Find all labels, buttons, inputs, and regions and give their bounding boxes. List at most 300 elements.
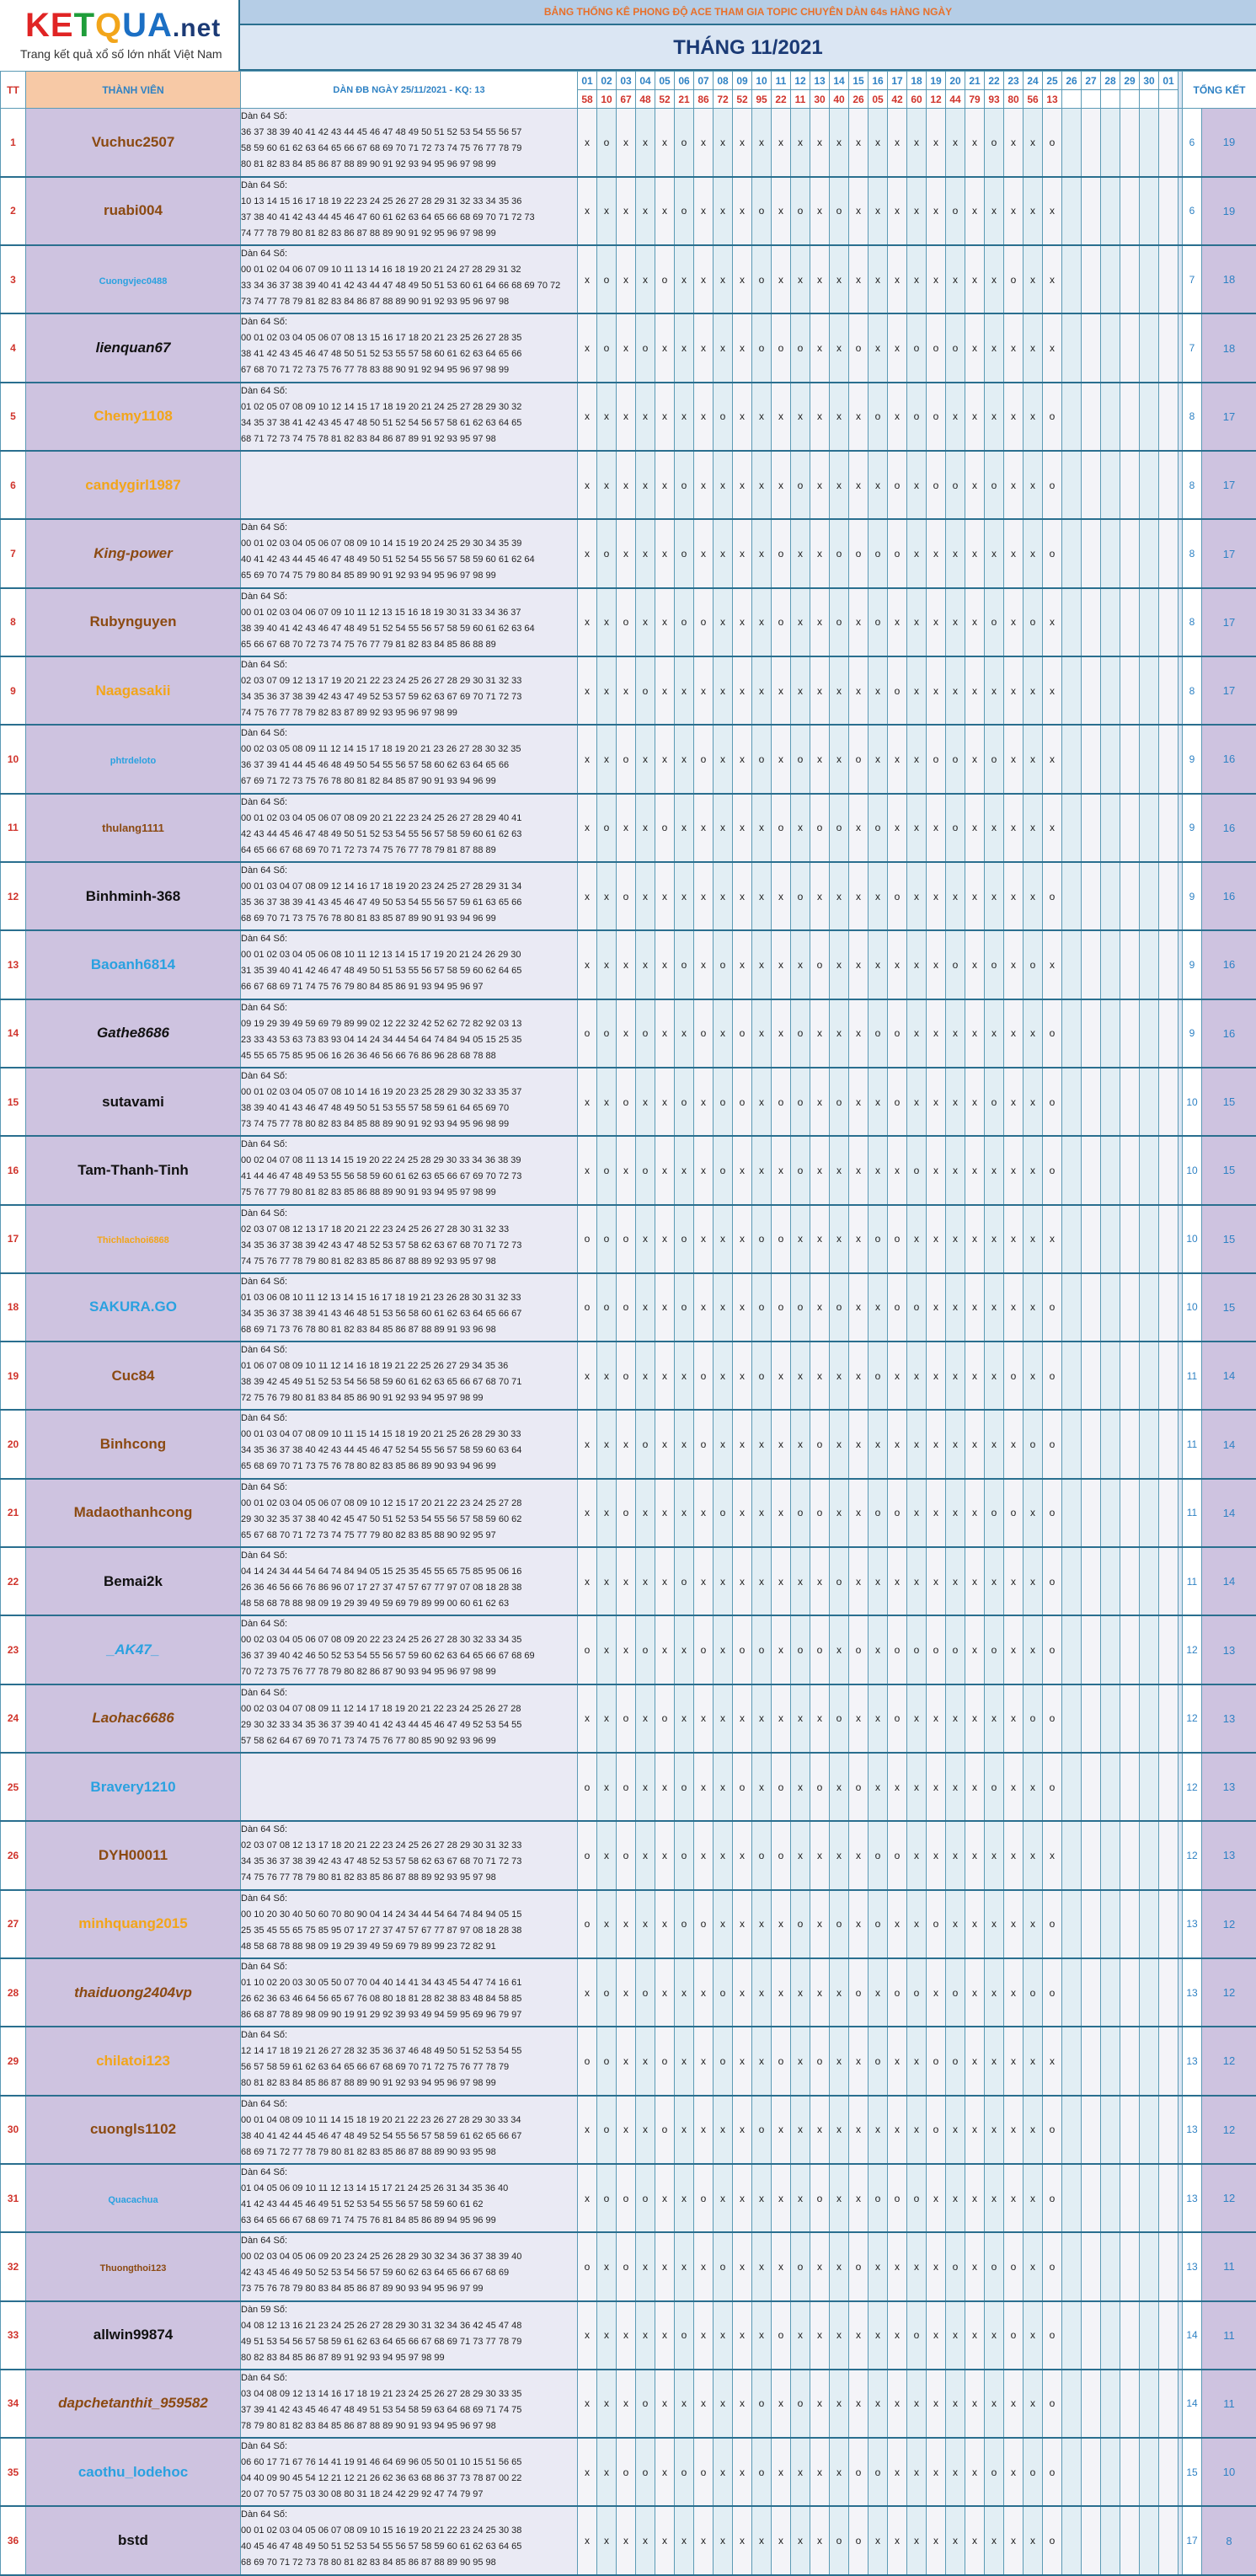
day-mark: x bbox=[655, 2370, 675, 2438]
member-name[interactable]: cuongls1102 bbox=[89, 2121, 177, 2138]
day-mark: x bbox=[849, 1410, 869, 1478]
day-mark bbox=[1082, 1547, 1101, 1615]
member-name[interactable]: Rubynguyen bbox=[89, 613, 177, 630]
day-mark bbox=[1120, 1410, 1140, 1478]
day-mark: x bbox=[907, 245, 927, 313]
day-mark: x bbox=[578, 245, 597, 313]
result-number: 05 bbox=[869, 90, 888, 109]
miss-count: 6 bbox=[1183, 177, 1202, 245]
day-mark: x bbox=[578, 177, 597, 245]
day-mark: x bbox=[617, 656, 636, 725]
day-mark: x bbox=[636, 2027, 655, 2095]
day-mark: o bbox=[694, 1342, 714, 1410]
member-name[interactable]: Tam-Thanh-Tinh bbox=[77, 1161, 189, 1178]
row-number: 33 bbox=[1, 2301, 26, 2370]
day-mark: x bbox=[1004, 1958, 1024, 2027]
day-mark: x bbox=[907, 656, 927, 725]
day-mark: x bbox=[772, 2096, 791, 2164]
dan-numbers-cell bbox=[241, 2438, 578, 2506]
member-name[interactable]: DYH00011 bbox=[98, 1846, 168, 1863]
day-mark: x bbox=[733, 2506, 752, 2575]
member-name[interactable]: sutavami bbox=[102, 1093, 164, 1110]
day-mark: x bbox=[965, 725, 985, 793]
row-number: 22 bbox=[1, 1547, 26, 1615]
day-mark: x bbox=[985, 1342, 1004, 1410]
day-mark bbox=[1159, 1958, 1179, 2027]
day-mark: x bbox=[578, 109, 597, 177]
member-name[interactable]: Gathe8686 bbox=[97, 1025, 169, 1042]
day-mark bbox=[1140, 656, 1159, 725]
day-mark: x bbox=[927, 2438, 946, 2506]
row-number: 11 bbox=[1, 794, 26, 862]
day-mark: o bbox=[597, 313, 617, 382]
day-mark: x bbox=[597, 1479, 617, 1547]
day-mark: x bbox=[810, 1273, 830, 1342]
day-mark: o bbox=[578, 999, 597, 1068]
row-number: 29 bbox=[1, 2027, 26, 2095]
day-mark bbox=[1140, 999, 1159, 1068]
day-mark bbox=[1082, 451, 1101, 519]
day-mark: o bbox=[617, 1479, 636, 1547]
day-mark: x bbox=[772, 2370, 791, 2438]
member-name[interactable]: Bravery1210 bbox=[90, 1778, 176, 1795]
day-mark bbox=[1062, 1342, 1082, 1410]
dan-numbers-cell bbox=[241, 1068, 578, 1136]
day-mark bbox=[1120, 1136, 1140, 1204]
dan-number-line: 36 37 39 40 42 46 50 52 53 54 55 56 57 59 60 62 63 64 65 66 67 68 69 bbox=[241, 1651, 535, 1662]
day-mark: x bbox=[675, 1958, 694, 2027]
day-mark bbox=[1101, 2506, 1120, 2575]
day-mark: x bbox=[946, 1136, 965, 1204]
result-number: 52 bbox=[733, 90, 752, 109]
day-mark: o bbox=[1043, 2232, 1062, 2300]
day-mark: x bbox=[965, 1068, 985, 1136]
hit-total: 12 bbox=[1202, 2027, 1256, 2095]
member-cell bbox=[26, 519, 241, 587]
dan-numbers-cell bbox=[241, 383, 578, 451]
day-mark: x bbox=[752, 1410, 772, 1478]
member-name[interactable]: Cuc84 bbox=[111, 1367, 155, 1384]
day-mark: x bbox=[810, 313, 830, 382]
day-mark: x bbox=[636, 2096, 655, 2164]
day-mark: x bbox=[830, 1136, 849, 1204]
day-mark: x bbox=[694, 1684, 714, 1753]
day-mark: x bbox=[927, 245, 946, 313]
member-name[interactable]: dapchetanthit_959582 bbox=[58, 2395, 208, 2412]
miss-count: 7 bbox=[1183, 313, 1202, 382]
day-mark bbox=[1120, 1958, 1140, 2027]
day-mark: x bbox=[888, 313, 907, 382]
dan-numbers-cell bbox=[241, 1684, 578, 1753]
day-mark: x bbox=[927, 1753, 946, 1821]
day-mark: x bbox=[965, 1273, 985, 1342]
day-mark: x bbox=[694, 862, 714, 930]
day-mark: x bbox=[791, 2506, 810, 2575]
day-mark: x bbox=[694, 1205, 714, 1273]
day-mark: x bbox=[946, 2096, 965, 2164]
day-mark: x bbox=[597, 862, 617, 930]
day-mark: x bbox=[985, 1547, 1004, 1615]
day-mark: x bbox=[830, 1821, 849, 1889]
day-mark: x bbox=[1024, 2096, 1043, 2164]
day-mark: x bbox=[1043, 794, 1062, 862]
day-mark: x bbox=[752, 2232, 772, 2300]
day-mark: x bbox=[810, 2232, 830, 2300]
day-mark: x bbox=[714, 177, 733, 245]
member-name[interactable]: candygirl1987 bbox=[85, 476, 181, 493]
day-mark: x bbox=[965, 1684, 985, 1753]
dan-label: Dàn 64 Số: bbox=[241, 1139, 288, 1150]
day-mark bbox=[1140, 177, 1159, 245]
dan-label: Dàn 64 Số: bbox=[241, 179, 288, 190]
day-mark bbox=[1082, 313, 1101, 382]
day-mark bbox=[1101, 999, 1120, 1068]
member-name[interactable]: Baoanh6814 bbox=[90, 956, 176, 972]
day-mark: x bbox=[733, 930, 752, 999]
member-cell bbox=[26, 1068, 241, 1136]
day-mark: x bbox=[869, 1684, 888, 1753]
day-mark bbox=[1120, 313, 1140, 382]
day-mark: x bbox=[733, 588, 752, 656]
day-mark: o bbox=[830, 519, 849, 587]
day-mark: x bbox=[965, 862, 985, 930]
day-mark bbox=[1082, 519, 1101, 587]
day-mark: x bbox=[675, 383, 694, 451]
day-mark: o bbox=[675, 1068, 694, 1136]
day-mark: x bbox=[946, 245, 965, 313]
member-cell bbox=[26, 588, 241, 656]
day-mark: x bbox=[772, 2438, 791, 2506]
day-mark: o bbox=[714, 383, 733, 451]
miss-count: 15 bbox=[1183, 2438, 1202, 2506]
member-name[interactable]: allwin99874 bbox=[93, 2327, 174, 2343]
day-mark: x bbox=[849, 1136, 869, 1204]
day-mark: x bbox=[752, 109, 772, 177]
day-mark bbox=[1140, 519, 1159, 587]
day-mark: o bbox=[1004, 1342, 1024, 1410]
day-mark: o bbox=[733, 1753, 752, 1821]
day-mark: x bbox=[733, 1890, 752, 1958]
day-mark: x bbox=[694, 2301, 714, 2370]
day-mark: x bbox=[946, 2438, 965, 2506]
row-number: 2 bbox=[1, 177, 26, 245]
member-name[interactable]: ruabi004 bbox=[104, 202, 163, 219]
day-mark: x bbox=[772, 451, 791, 519]
day-mark: x bbox=[830, 725, 849, 793]
day-mark: x bbox=[617, 313, 636, 382]
day-mark bbox=[1120, 2096, 1140, 2164]
day-mark: x bbox=[714, 109, 733, 177]
day-mark bbox=[1062, 1821, 1082, 1889]
day-mark: x bbox=[714, 1205, 733, 1273]
day-mark bbox=[1120, 1547, 1140, 1615]
day-mark: o bbox=[869, 383, 888, 451]
miss-count: 13 bbox=[1183, 2164, 1202, 2232]
member-name[interactable]: thulang1111 bbox=[102, 822, 164, 835]
row-number: 34 bbox=[1, 2370, 26, 2438]
dan-number-line: 25 35 45 55 65 75 85 95 07 17 27 37 47 57 67 77 87 97 08 18 28 38 bbox=[241, 1925, 522, 1936]
day-mark: x bbox=[830, 245, 849, 313]
member-name[interactable]: Bemai2k bbox=[104, 1572, 163, 1589]
day-mark: x bbox=[714, 1753, 733, 1821]
day-mark: x bbox=[772, 1342, 791, 1410]
member-name[interactable]: SAKURA.GO bbox=[89, 1299, 177, 1315]
row-number: 6 bbox=[1, 451, 26, 519]
dan-label: Dàn 64 Số: bbox=[241, 1345, 288, 1356]
day-mark: o bbox=[830, 588, 849, 656]
day-mark bbox=[1101, 109, 1120, 177]
day-mark: x bbox=[694, 1753, 714, 1821]
day-mark bbox=[1082, 245, 1101, 313]
dan-number-line: 38 41 42 43 45 46 47 48 50 51 52 53 55 57 58 60 61 62 63 64 65 66 bbox=[241, 349, 522, 360]
day-mark: x bbox=[965, 1615, 985, 1684]
member-name[interactable]: minhquang2015 bbox=[78, 1915, 188, 1932]
day-mark: o bbox=[636, 1410, 655, 1478]
dan-number-line: 68 69 70 71 72 73 78 80 81 82 83 84 85 86 87 88 89 90 95 98 bbox=[241, 2557, 496, 2568]
day-mark bbox=[1101, 794, 1120, 862]
member-name[interactable]: Thuongthoi123 bbox=[99, 2263, 167, 2273]
dan-number-line: 04 14 24 34 44 54 64 74 84 94 05 15 25 35 45 55 65 75 85 95 06 16 bbox=[241, 1566, 522, 1577]
member-name[interactable]: Quacachua bbox=[108, 2194, 158, 2205]
day-mark: x bbox=[927, 1479, 946, 1547]
day-mark: x bbox=[636, 2301, 655, 2370]
dan-number-line: 00 01 02 03 04 05 06 07 08 09 10 12 15 17 20 21 22 23 24 25 27 28 bbox=[241, 1497, 522, 1508]
day-mark: o bbox=[675, 1273, 694, 1342]
day-mark: x bbox=[965, 1890, 985, 1958]
day-mark: o bbox=[752, 1342, 772, 1410]
day-mark: x bbox=[927, 862, 946, 930]
day-mark: o bbox=[752, 1615, 772, 1684]
day-mark: o bbox=[927, 2027, 946, 2095]
dan-number-line: 31 35 39 40 41 42 46 47 48 49 50 51 53 55 56 57 58 59 60 62 64 65 bbox=[241, 966, 522, 977]
day-mark bbox=[1101, 1615, 1120, 1684]
day-mark: x bbox=[752, 999, 772, 1068]
day-mark: o bbox=[675, 1890, 694, 1958]
day-header: 01 bbox=[578, 72, 597, 90]
member-cell bbox=[26, 930, 241, 999]
day-mark: x bbox=[869, 656, 888, 725]
member-cell bbox=[26, 2164, 241, 2232]
day-mark: x bbox=[772, 1479, 791, 1547]
day-mark bbox=[1101, 1753, 1120, 1821]
dan-number-line: 03 04 08 09 12 13 14 16 17 18 19 21 23 24 25 26 27 28 29 30 33 35 bbox=[241, 2388, 522, 2399]
member-name[interactable]: Chemy1108 bbox=[94, 408, 173, 425]
day-mark: o bbox=[946, 1958, 965, 2027]
day-mark: x bbox=[733, 245, 752, 313]
day-mark: x bbox=[636, 1273, 655, 1342]
day-mark: o bbox=[1043, 2301, 1062, 2370]
dan-numbers-cell bbox=[241, 1958, 578, 2027]
member-name[interactable]: thaiduong2404vp bbox=[74, 1984, 192, 2000]
member-row bbox=[1, 1205, 1256, 1273]
day-mark: o bbox=[791, 1479, 810, 1547]
day-mark bbox=[1101, 2096, 1120, 2164]
day-mark: o bbox=[772, 1068, 791, 1136]
day-mark: x bbox=[849, 588, 869, 656]
day-mark: x bbox=[636, 1821, 655, 1889]
day-mark: x bbox=[1024, 1136, 1043, 1204]
member-row bbox=[1, 1821, 1256, 1889]
dan-numbers-cell bbox=[241, 656, 578, 725]
row-number: 12 bbox=[1, 862, 26, 930]
day-mark: o bbox=[888, 519, 907, 587]
member-name[interactable]: phtrdeloto bbox=[110, 755, 157, 766]
day-mark: x bbox=[791, 2301, 810, 2370]
day-mark: x bbox=[655, 109, 675, 177]
day-mark: x bbox=[578, 1410, 597, 1478]
day-mark: x bbox=[772, 1890, 791, 1958]
day-mark: x bbox=[675, 245, 694, 313]
row-number: 32 bbox=[1, 2232, 26, 2300]
dan-label: Dàn 64 Số: bbox=[241, 660, 288, 670]
day-mark: x bbox=[1024, 519, 1043, 587]
day-mark bbox=[1062, 1410, 1082, 1478]
day-mark: x bbox=[888, 2232, 907, 2300]
day-mark: o bbox=[752, 725, 772, 793]
hit-total: 15 bbox=[1202, 1273, 1256, 1342]
member-name[interactable]: _AK47_ bbox=[106, 1641, 160, 1658]
day-mark: x bbox=[578, 2438, 597, 2506]
day-mark: o bbox=[927, 383, 946, 451]
day-mark bbox=[1062, 1479, 1082, 1547]
member-row bbox=[1, 2027, 1256, 2095]
row-number: 36 bbox=[1, 2506, 26, 2575]
day-mark bbox=[1082, 1684, 1101, 1753]
day-mark: o bbox=[694, 725, 714, 793]
day-mark: o bbox=[597, 2027, 617, 2095]
day-mark: x bbox=[985, 2370, 1004, 2438]
day-mark: o bbox=[869, 2438, 888, 2506]
day-mark: o bbox=[655, 2027, 675, 2095]
dan-numbers-cell bbox=[241, 109, 578, 177]
day-mark: x bbox=[578, 2301, 597, 2370]
day-header: 22 bbox=[985, 72, 1004, 90]
day-mark: x bbox=[965, 1753, 985, 1821]
dan-label: Dàn 64 Số: bbox=[241, 1413, 288, 1424]
miss-count: 11 bbox=[1183, 1547, 1202, 1615]
day-mark: x bbox=[578, 1479, 597, 1547]
day-mark bbox=[1082, 1273, 1101, 1342]
day-mark bbox=[1120, 177, 1140, 245]
day-mark: x bbox=[830, 1205, 849, 1273]
dan-number-line: 49 51 53 54 56 57 58 59 61 62 63 64 65 66 67 68 69 71 73 77 78 79 bbox=[241, 2336, 522, 2347]
day-mark bbox=[1062, 2096, 1082, 2164]
day-mark bbox=[1120, 862, 1140, 930]
miss-count: 12 bbox=[1183, 1821, 1202, 1889]
day-mark: x bbox=[1024, 1342, 1043, 1410]
dan-number-line: 00 01 03 04 07 08 09 10 11 15 14 15 18 19 20 21 25 26 28 29 30 33 bbox=[241, 1429, 521, 1440]
day-mark: x bbox=[849, 656, 869, 725]
dan-number-line: 00 01 02 03 04 05 06 07 08 09 20 21 22 23 24 25 26 27 28 29 40 41 bbox=[241, 812, 522, 823]
day-mark: o bbox=[714, 1958, 733, 2027]
member-name[interactable]: caothu_lodehoc bbox=[77, 2463, 189, 2480]
day-mark: x bbox=[597, 2370, 617, 2438]
day-mark bbox=[1101, 862, 1120, 930]
day-mark: x bbox=[752, 1958, 772, 2027]
day-mark: o bbox=[655, 1684, 675, 1753]
member-cell bbox=[26, 1753, 241, 1821]
day-mark bbox=[1101, 2027, 1120, 2095]
day-mark: o bbox=[578, 1890, 597, 1958]
day-mark bbox=[1120, 1273, 1140, 1342]
day-mark: x bbox=[617, 1136, 636, 1204]
day-mark: x bbox=[733, 1547, 752, 1615]
day-mark: x bbox=[810, 1342, 830, 1410]
dan-numbers-cell bbox=[241, 725, 578, 793]
dan-number-line: 00 02 03 05 08 09 11 12 14 15 17 18 19 20 21 23 26 27 28 30 32 35 bbox=[241, 744, 521, 755]
day-mark: x bbox=[772, 1684, 791, 1753]
day-mark: x bbox=[578, 1684, 597, 1753]
day-mark: o bbox=[752, 177, 772, 245]
day-mark: o bbox=[675, 2438, 694, 2506]
day-mark: o bbox=[869, 588, 888, 656]
day-mark: x bbox=[888, 2301, 907, 2370]
dan-number-line: 00 01 02 03 04 06 07 09 10 11 12 13 15 16 18 19 30 31 33 34 36 37 bbox=[241, 607, 521, 618]
day-header: 25 bbox=[1043, 72, 1062, 90]
member-name[interactable]: Madaothanhcong bbox=[73, 1504, 193, 1521]
day-mark bbox=[1140, 1958, 1159, 2027]
day-mark bbox=[1101, 725, 1120, 793]
day-mark: x bbox=[907, 1068, 927, 1136]
day-mark: x bbox=[888, 109, 907, 177]
member-name[interactable]: Thichlachoi6868 bbox=[97, 1235, 169, 1246]
day-mark: x bbox=[946, 999, 965, 1068]
dan-numbers-cell bbox=[241, 930, 578, 999]
day-mark bbox=[1062, 1890, 1082, 1958]
hit-total: 17 bbox=[1202, 656, 1256, 725]
day-mark: o bbox=[597, 2096, 617, 2164]
day-mark bbox=[1101, 588, 1120, 656]
day-mark: x bbox=[1024, 794, 1043, 862]
day-mark bbox=[1120, 2370, 1140, 2438]
day-mark: x bbox=[830, 1342, 849, 1410]
result-number: 48 bbox=[636, 90, 655, 109]
day-mark: x bbox=[1004, 383, 1024, 451]
day-mark: x bbox=[965, 2438, 985, 2506]
member-name[interactable]: Binhminh-368 bbox=[85, 887, 181, 904]
member-name[interactable]: Binhcong bbox=[99, 1436, 167, 1453]
miss-count: 12 bbox=[1183, 1684, 1202, 1753]
member-name[interactable]: bstd bbox=[118, 2532, 148, 2549]
day-mark: x bbox=[791, 1753, 810, 1821]
member-cell bbox=[26, 1958, 241, 2027]
day-mark: x bbox=[907, 1821, 927, 1889]
day-mark: x bbox=[927, 588, 946, 656]
day-mark: o bbox=[772, 794, 791, 862]
member-name[interactable]: Cuongvjec0488 bbox=[99, 276, 168, 287]
day-mark: x bbox=[772, 1547, 791, 1615]
member-name[interactable]: lienquan67 bbox=[95, 340, 171, 356]
day-mark bbox=[1120, 245, 1140, 313]
dan-label: Dàn 59 Số: bbox=[241, 2304, 288, 2315]
member-name[interactable]: Laohac6686 bbox=[92, 1710, 174, 1727]
member-name[interactable]: King-power bbox=[94, 545, 173, 562]
day-mark: x bbox=[578, 2164, 597, 2232]
row-number: 28 bbox=[1, 1958, 26, 2027]
member-name[interactable]: chilatoi123 bbox=[96, 2052, 170, 2069]
day-mark: o bbox=[985, 1479, 1004, 1547]
day-mark: x bbox=[578, 1342, 597, 1410]
day-mark: x bbox=[830, 2164, 849, 2232]
day-mark bbox=[1062, 862, 1082, 930]
day-mark: o bbox=[869, 794, 888, 862]
member-name[interactable]: Vuchuc2507 bbox=[91, 133, 175, 150]
day-mark: x bbox=[985, 2027, 1004, 2095]
day-mark: x bbox=[655, 519, 675, 587]
day-mark: x bbox=[927, 1136, 946, 1204]
member-name[interactable]: Naagasakii bbox=[95, 682, 171, 699]
ketqua-logo[interactable] bbox=[0, 0, 240, 71]
